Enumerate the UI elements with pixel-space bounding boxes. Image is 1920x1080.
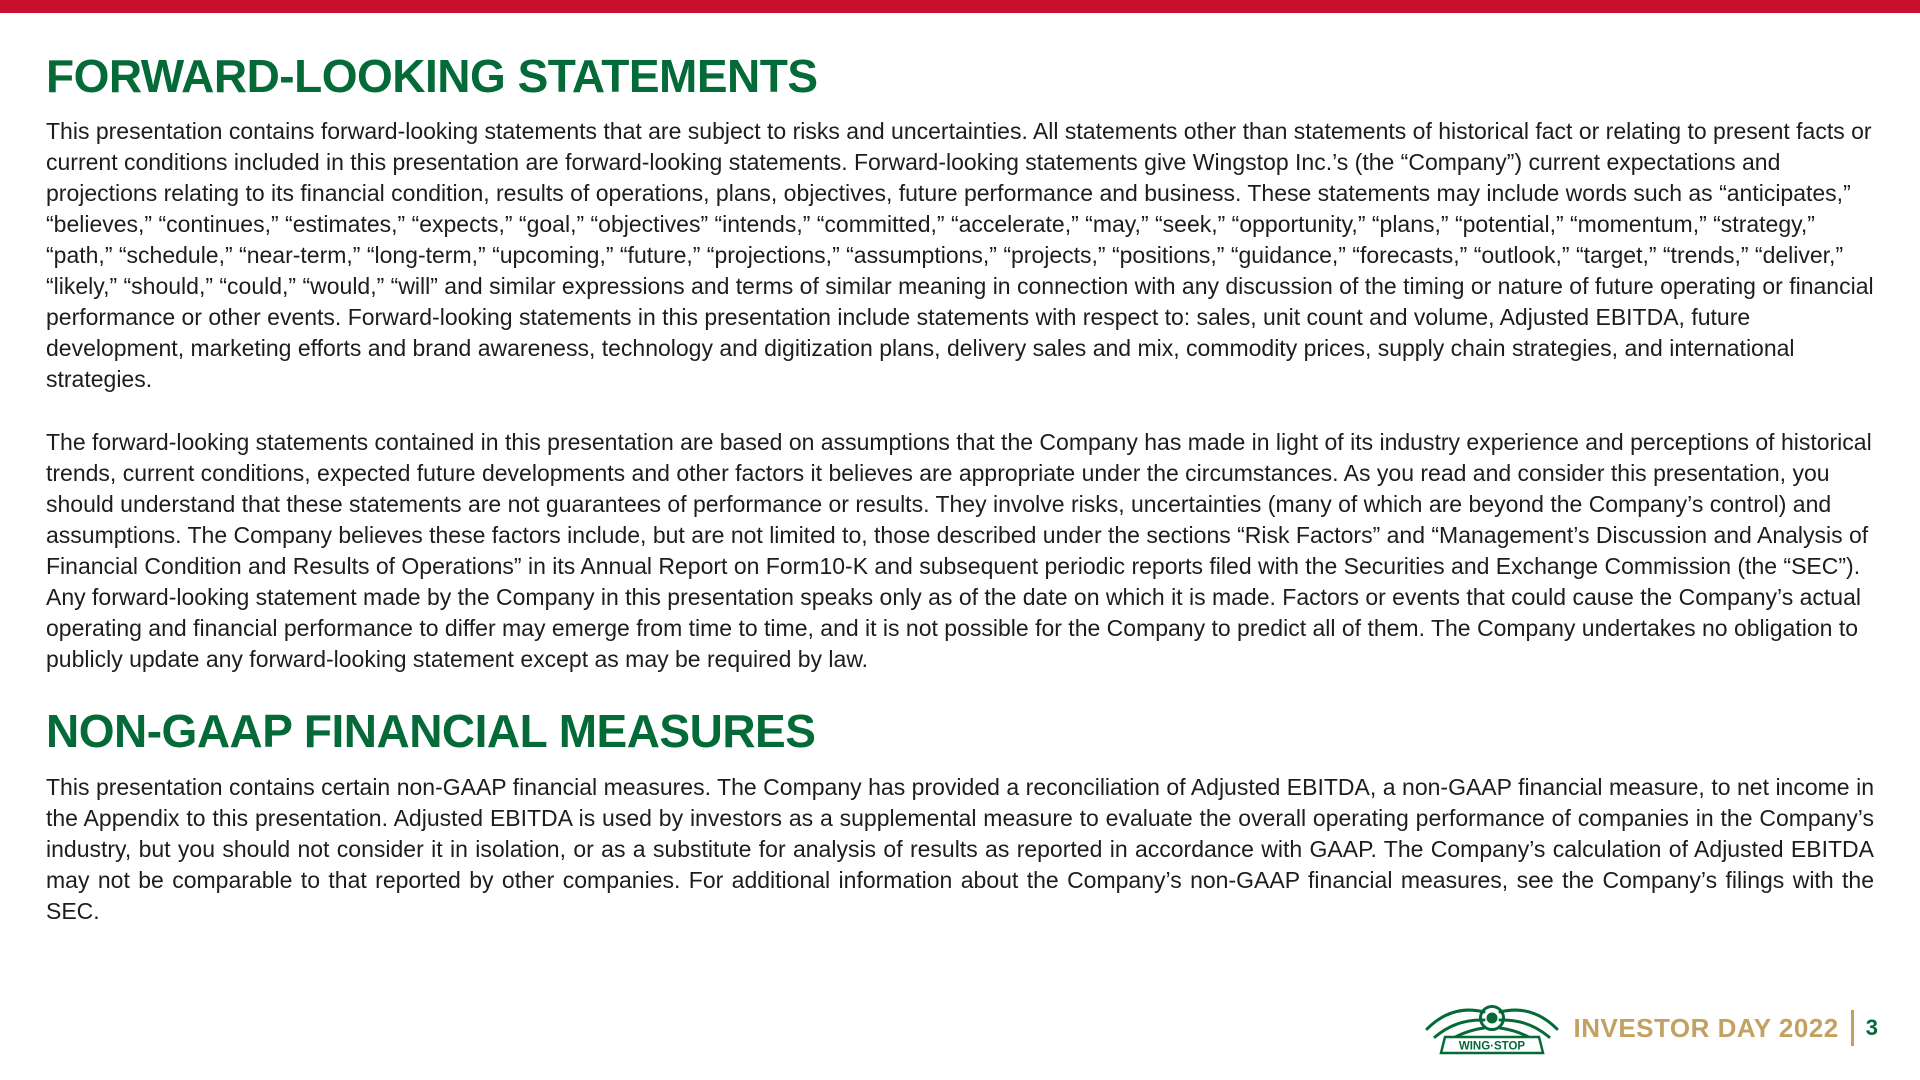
- wingstop-logo-graphic: [1423, 998, 1561, 1058]
- slide-footer: [1423, 998, 1882, 1058]
- top-accent-bar: [0, 0, 1920, 13]
- logo-banner-text: WING·STOP: [1459, 1040, 1526, 1053]
- non-gaap-section: [46, 707, 1874, 926]
- non-gaap-paragraph-1: This presentation contains certain non-GAAP financial measures. The Company has provided a reconciliation of Adjusted EBITDA, a non-GAAP financial measure, to net income in the Appendix to this presentation. Adjusted EBITDA is used by investors as a supplemental measure to evaluate the overall operating performance of companies in the Company’s industry, but you should not consider it in isolation, or as a substitute for analysis of results as reported in accordance with GAAP. The Company’s calculation of Adjusted EBITDA may not be comparable to that reported by other companies. For additional information about the Company’s non-GAAP financial measures, see the Company’s filings with the SEC.: [46, 773, 1874, 924]
- forward-looking-section: [46, 52, 1874, 675]
- logo-center-dot: [1487, 1013, 1498, 1024]
- event-label: INVESTOR DAY 2022: [1573, 1012, 1839, 1043]
- footer-divider: [1851, 1010, 1854, 1046]
- wingstop-logo: [1423, 998, 1561, 1058]
- non-gaap-heading: NON-GAAP FINANCIAL MEASURES: [46, 705, 816, 758]
- forward-looking-paragraph-1: This presentation contains forward-looking statements that are subject to risks and uncertainties. All statements other than statements of historical fact or relating to present facts or current conditions included in this presentation are forward-looking statements. Forward-looking statements give Wingstop Inc.’s (the “Company”) current expectations and projections relating to its financial condition, results of operations, plans, objectives, future performance and business. These statements may include words such as “anticipates,” “believes,” “continues,” “estimates,” “expects,” “goal,” “objectives” “intends,” “committed,” “accelerate,” “may,” “seek,” “opportunity,” “plans,” “potential,” “momentum,” “strategy,” “path,” “schedule,” “near-term,” “long-term,” “upcoming,” “future,” “projections,” “assumptions,” “projects,” “positions,” “guidance,” “forecasts,” “outlook,” “target,” “trends,” “deliver,” “likely,” “should,” “could,” “would,” “will” and similar expressions and terms of similar meaning in connection with any discussion of the timing or nature of future operating or financial performance or other events. Forward-looking statements in this presentation include statements with respect to: sales, unit count and volume, Adjusted EBITDA, future development, marketing efforts and brand awareness, technology and digitization plans, delivery sales and mix, commodity prices, supply chain strategies, and international strategies.: [46, 118, 1874, 393]
- forward-looking-heading: FORWARD-LOOKING STATEMENTS: [46, 50, 818, 102]
- forward-looking-paragraph-2: The forward-looking statements contained in this presentation are based on assumptions that the Company has made in light of its industry experience and perceptions of historical trends, current conditions, expected future developments and other factors it believes are appropriate under the circumstances. As you read and consider this presentation, you should understand that these statements are not guarantees of performance or results. They involve risks, uncertainties (many of which are beyond the Company’s control) and assumptions. The Company believes these factors include, but are not limited to, those described under the sections “Risk Factors” and “Management’s Discussion and Analysis of Financial Condition and Results of Operations” in its Annual Report on Form10-K and subsequent periodic reports filed with the Securities and Exchange Commission (the “SEC”). Any forward-looking statement made by the Company in this presentation speaks only as of the date on which it is made. Factors or events that could cause the Company’s actual operating and financial performance to differ may emerge from time to time, and it is not possible for the Company to predict all of them. The Company undertakes no obligation to publicly update any forward-looking statement except as may be required by law.: [46, 429, 1872, 673]
- page-number: 3: [1865, 1015, 1878, 1040]
